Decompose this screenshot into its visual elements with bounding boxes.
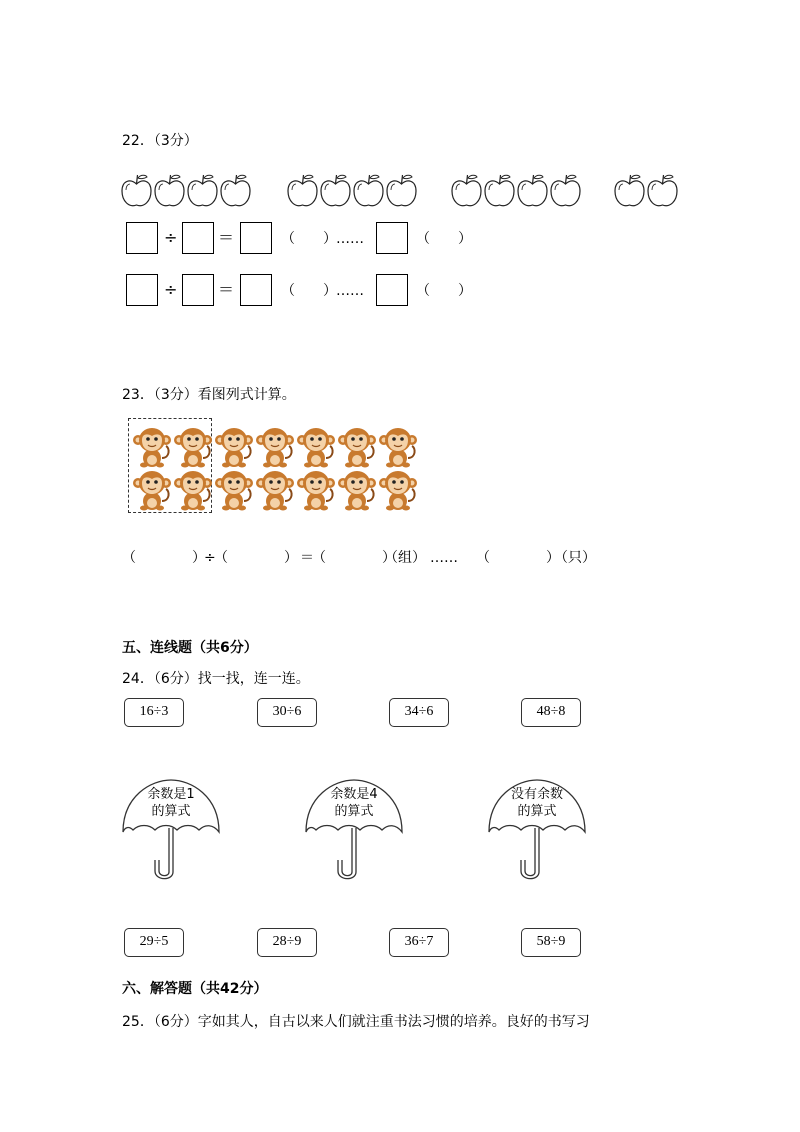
answer-blank[interactable]: （ ） bbox=[214, 550, 298, 566]
umbrella-label-line1: 余数是1 bbox=[147, 787, 195, 802]
apple-icon bbox=[385, 172, 418, 210]
unit-label-groups: （组） bbox=[384, 550, 426, 566]
ellipsis: …… bbox=[336, 231, 364, 247]
question-25-title: 25．（6分）字如其人，自古以来人们就注重书法习惯的培养。良好的书写习 bbox=[122, 1014, 590, 1030]
expression-card[interactable]: 34÷6 bbox=[389, 698, 449, 727]
monkey-icon bbox=[255, 467, 295, 511]
answer-box[interactable] bbox=[240, 274, 272, 306]
answer-blank[interactable]: （ ） bbox=[312, 550, 396, 566]
section-5-title: 五、连线题（共6分） bbox=[122, 640, 258, 656]
divide-sign: ÷ bbox=[164, 228, 178, 247]
expression-card[interactable]: 48÷8 bbox=[521, 698, 581, 727]
expression-card[interactable]: 16÷3 bbox=[124, 698, 184, 727]
answer-blank[interactable]: （ ） bbox=[122, 550, 206, 566]
apple-group-1 bbox=[120, 172, 252, 210]
answer-box[interactable] bbox=[376, 274, 408, 306]
answer-box[interactable] bbox=[126, 222, 158, 254]
monkey-icon bbox=[337, 424, 377, 468]
monkey-icon bbox=[296, 424, 336, 468]
apple-icon bbox=[352, 172, 385, 210]
monkey-icon bbox=[214, 424, 254, 468]
apple-icon bbox=[319, 172, 352, 210]
apple-icon bbox=[153, 172, 186, 210]
apple-icon bbox=[120, 172, 153, 210]
equation-row-1 bbox=[126, 222, 486, 256]
monkey-icon bbox=[214, 467, 254, 511]
monkey-icon bbox=[132, 467, 172, 511]
apple-icon bbox=[286, 172, 319, 210]
question-24-title: 24．（6分）找一找，连一连。 bbox=[122, 671, 310, 687]
equals-sign: ＝ bbox=[218, 228, 235, 247]
equals-sign: ＝ bbox=[218, 280, 235, 299]
umbrella-label-line1: 余数是4 bbox=[330, 787, 378, 802]
ellipsis: …… bbox=[430, 550, 458, 566]
monkey-row-1 bbox=[132, 424, 418, 468]
apple-group-4 bbox=[613, 172, 679, 210]
apple-group-3 bbox=[450, 172, 582, 210]
apple-group-2 bbox=[286, 172, 418, 210]
monkey-icon bbox=[132, 424, 172, 468]
apple-icon bbox=[483, 172, 516, 210]
answer-blank[interactable]: （ ） bbox=[416, 283, 472, 299]
umbrella-label-line1: 没有余数 bbox=[510, 787, 563, 802]
answer-box[interactable] bbox=[182, 222, 214, 254]
equation-row-2 bbox=[126, 274, 486, 308]
divide-sign: ÷ bbox=[204, 550, 216, 566]
answer-box[interactable] bbox=[376, 222, 408, 254]
apple-icon bbox=[219, 172, 252, 210]
apple-icon bbox=[186, 172, 219, 210]
question-23-title: 23．（3分）看图列式计算。 bbox=[122, 387, 296, 403]
umbrella-no-remainder[interactable] bbox=[487, 776, 587, 880]
umbrella-label-line2: 的算式 bbox=[517, 804, 557, 819]
apple-icon bbox=[549, 172, 582, 210]
monkey-icon bbox=[255, 424, 295, 468]
apple-icon bbox=[450, 172, 483, 210]
ellipsis: …… bbox=[336, 283, 364, 299]
equals-sign: ＝ bbox=[300, 550, 314, 566]
apple-icon bbox=[646, 172, 679, 210]
answer-blank[interactable]: （ ） bbox=[281, 283, 337, 299]
apple-icon bbox=[516, 172, 549, 210]
answer-box[interactable] bbox=[126, 274, 158, 306]
expression-card[interactable]: 30÷6 bbox=[257, 698, 317, 727]
apple-icon bbox=[613, 172, 646, 210]
expression-card[interactable]: 58÷9 bbox=[521, 928, 581, 957]
umbrella-remainder-1[interactable] bbox=[121, 776, 221, 880]
umbrella-label-line2: 的算式 bbox=[151, 804, 191, 819]
monkey-icon bbox=[296, 467, 336, 511]
monkey-icon bbox=[173, 467, 213, 511]
expression-card[interactable]: 36÷7 bbox=[389, 928, 449, 957]
question-22-title: 22．（3分） bbox=[122, 133, 198, 149]
monkey-icon bbox=[378, 424, 418, 468]
section-6-title: 六、解答题（共42分） bbox=[122, 981, 268, 997]
answer-blank[interactable]: （ ） bbox=[281, 231, 337, 247]
umbrella-remainder-4[interactable] bbox=[304, 776, 404, 880]
monkey-icon bbox=[337, 467, 377, 511]
expression-card[interactable]: 29÷5 bbox=[124, 928, 184, 957]
divide-sign: ÷ bbox=[164, 280, 178, 299]
answer-box[interactable] bbox=[240, 222, 272, 254]
unit-label-animals: （只） bbox=[554, 550, 596, 566]
monkey-icon bbox=[378, 467, 418, 511]
expression-card[interactable]: 28÷9 bbox=[257, 928, 317, 957]
monkey-icon bbox=[173, 424, 213, 468]
answer-blank[interactable]: （ ） bbox=[476, 550, 560, 566]
answer-box[interactable] bbox=[182, 274, 214, 306]
answer-blank[interactable]: （ ） bbox=[416, 231, 472, 247]
monkey-row-2 bbox=[132, 467, 418, 511]
umbrella-label-line2: 的算式 bbox=[334, 804, 374, 819]
